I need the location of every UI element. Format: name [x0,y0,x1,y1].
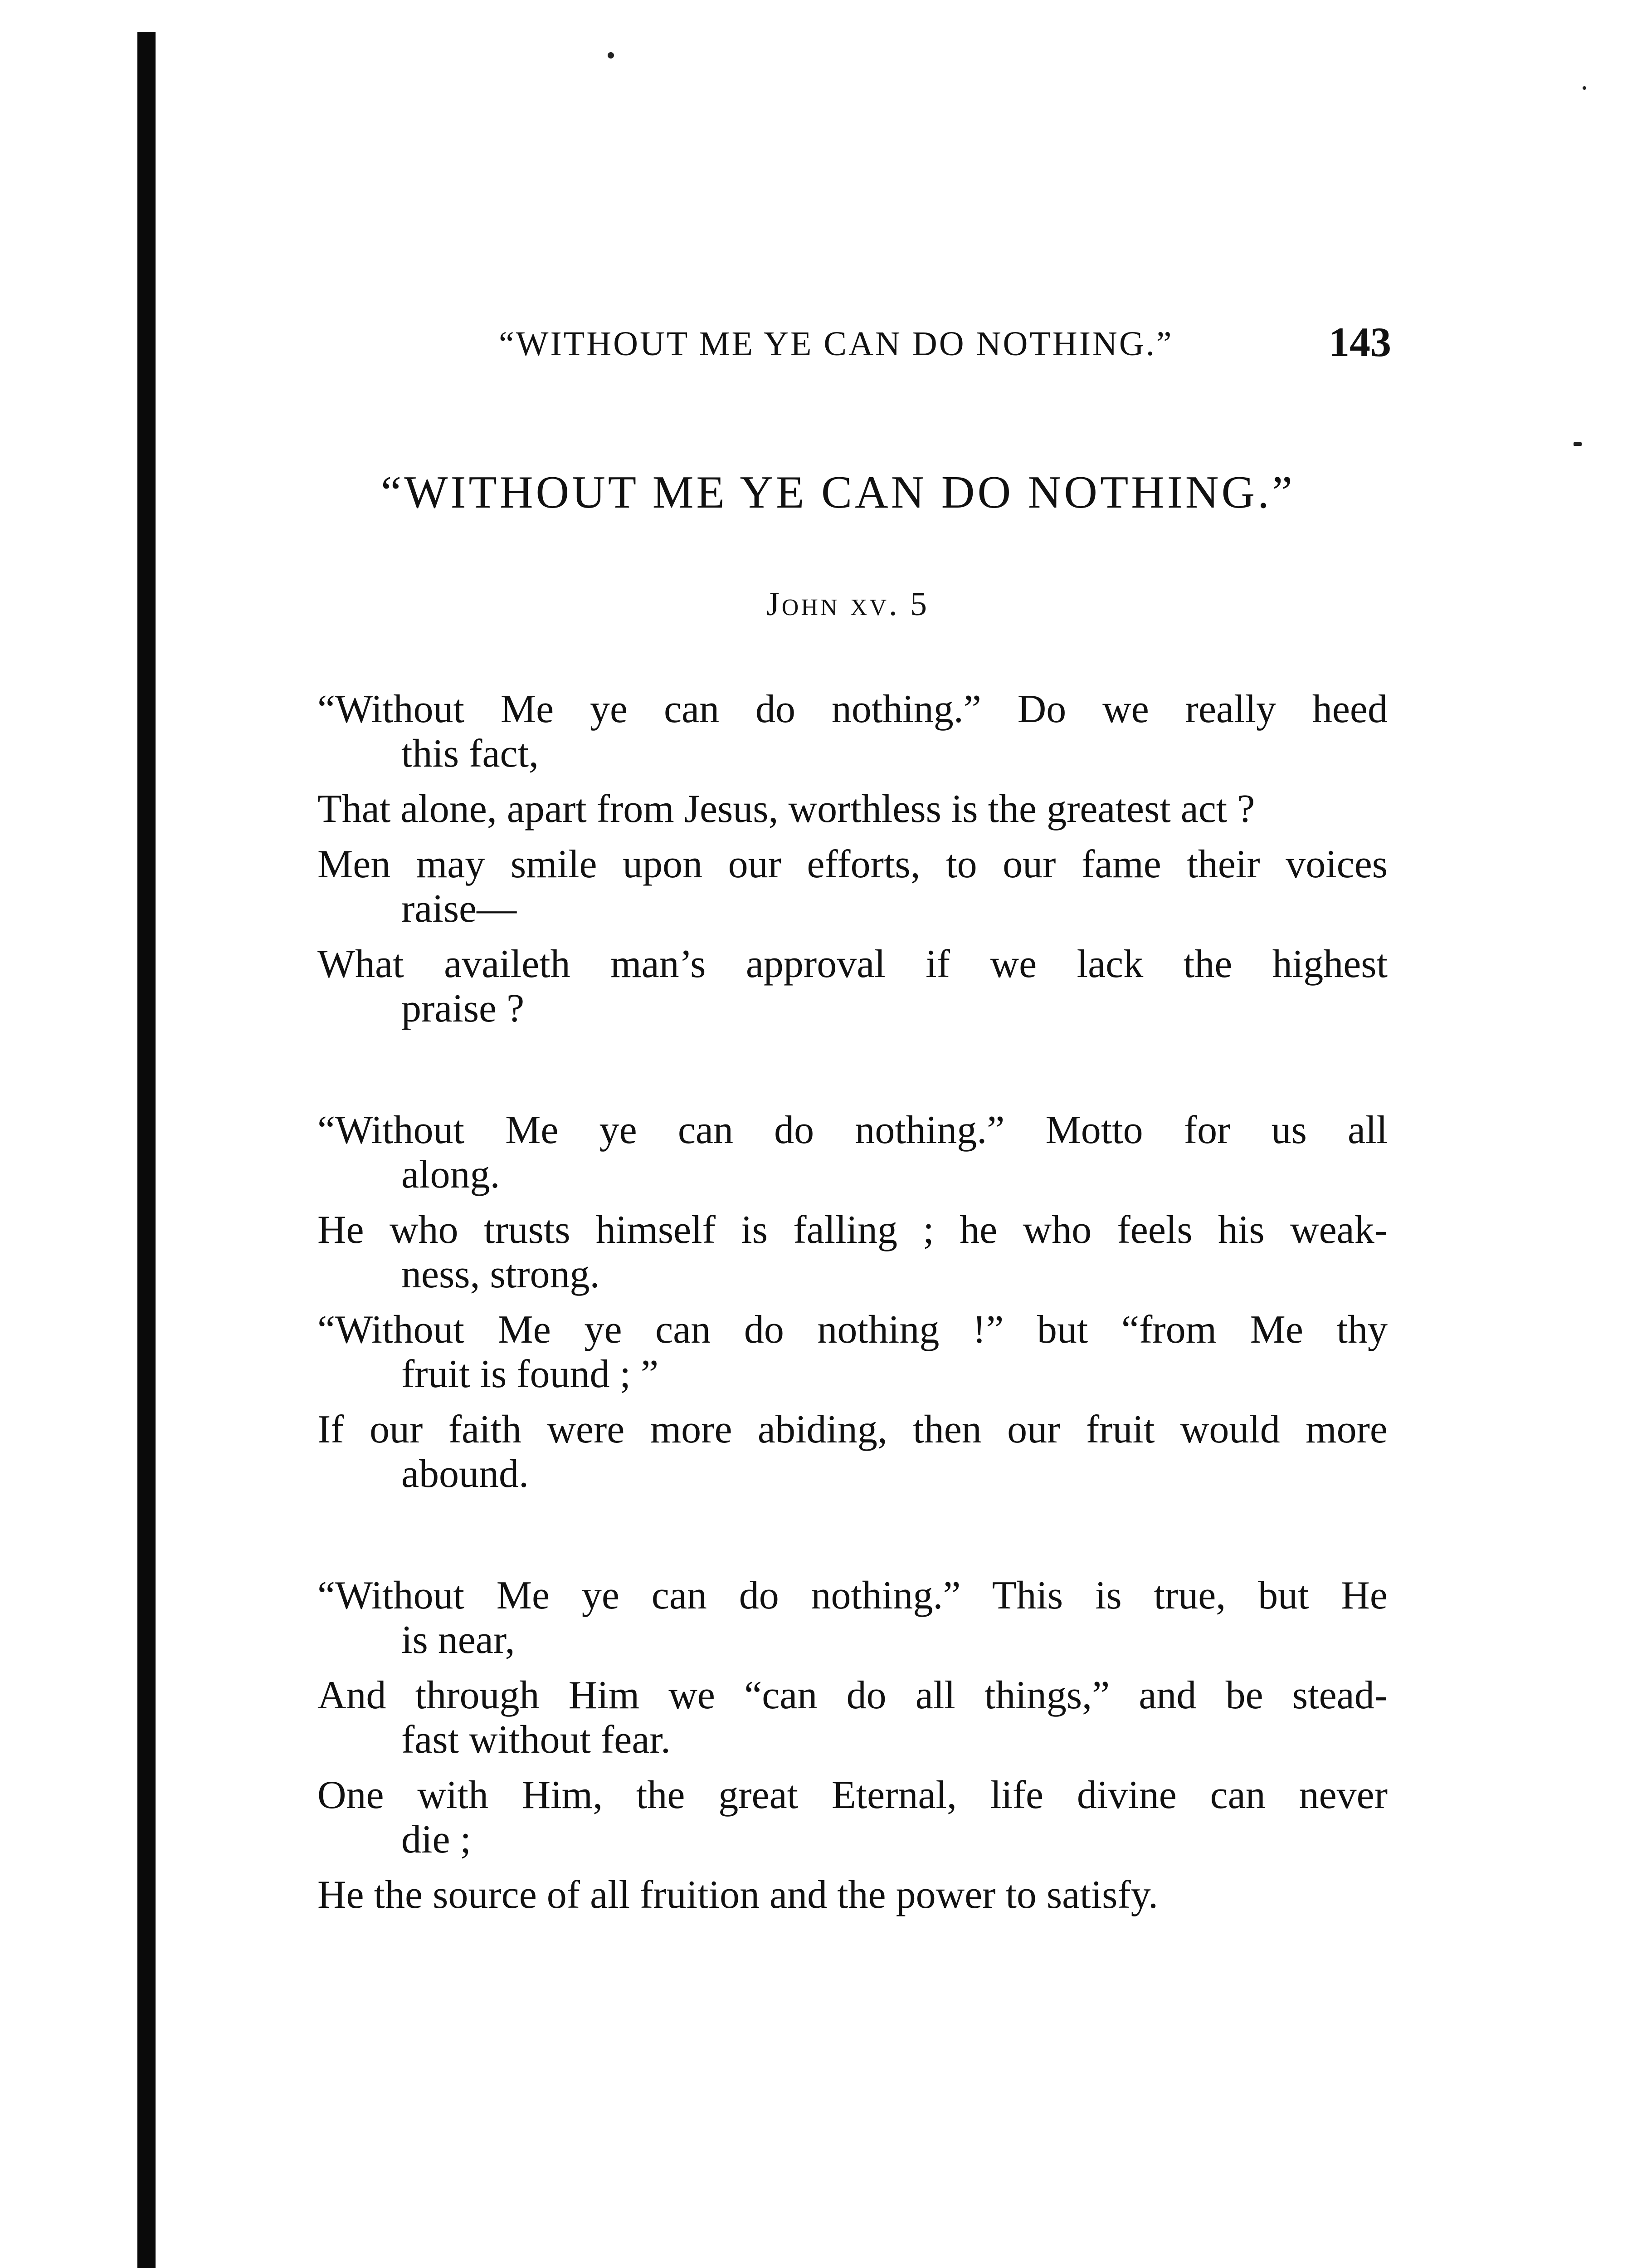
verse-line [317,1875,1406,1915]
verse-line-text: He who trusts himself is falling ; he who feels his weak- [317,1208,1388,1252]
poem-title: “WITHOUT ME YE CAN DO NOTHING.” [381,467,1295,518]
verse-line [317,1210,1406,1295]
verse-line-text: “Without Me ye can do nothing.” Motto for us all [317,1108,1388,1152]
verse-line-text: One with Him, the great Eternal, life divine can never [317,1773,1388,1817]
verse-line [317,842,1406,931]
verse-line-continuation: is near, [401,1618,515,1662]
stanza [317,689,1406,1029]
verse-line [317,1310,1406,1394]
verse-line-continuation: fruit is found ; ” [401,1352,659,1396]
verse-line-text: Men may smile upon our efforts, to our fame their voices [317,842,1388,886]
verse-line [317,1673,1406,1762]
verse-line [317,1775,1406,1860]
verse-line-text: And through Him we “can do all things,” and be stead- [317,1673,1388,1717]
verse-line-continuation: abound. [401,1452,529,1496]
running-head: “WITHOUT ME YE CAN DO NOTHING.” [499,325,1174,363]
poem-body [317,689,1406,1997]
print-speck [608,52,614,59]
verse-line-continuation: ness, strong. [401,1252,600,1296]
print-speck [1583,86,1586,90]
stanza [317,1576,1406,1915]
verse-line [317,789,1406,829]
verse-line-continuation: praise ? [401,987,525,1031]
verse-line-continuation: raise— [401,887,517,931]
print-speck [1574,442,1582,446]
stanza [317,1110,1406,1494]
verse-line-text: “Without Me ye can do nothing.” Do we really heed [317,687,1388,731]
verse-line [317,1110,1406,1195]
verse-line-text: If our faith were more abiding, then our fruit would more [317,1408,1388,1452]
verse-line-continuation: fast without fear. [401,1718,671,1762]
verse-line-continuation: die ; [401,1818,471,1862]
verse-line-text: “Without Me ye can do nothing.” This is true, but He [317,1574,1388,1618]
page-number: 143 [1329,319,1391,365]
verse-line-text: That alone, apart from Jesus, worthless is the greatest act ? [317,787,1255,831]
verse-line [317,1410,1406,1494]
verse-line [317,944,1406,1029]
verse-line [317,689,1406,774]
verse-line-text: What availeth man’s approval if we lack the highest [317,942,1388,986]
binding-edge-shadow [137,32,156,2268]
verse-line-continuation: this fact, [401,732,539,776]
scripture-reference: John xv. 5 [766,586,930,623]
verse-line [317,1576,1406,1660]
verse-line-continuation: along. [401,1153,500,1197]
verse-line-text: He the source of all fruition and the power to satisfy. [317,1873,1158,1917]
verse-line-text: “Without Me ye can do nothing !” but “from Me thy [317,1308,1388,1352]
